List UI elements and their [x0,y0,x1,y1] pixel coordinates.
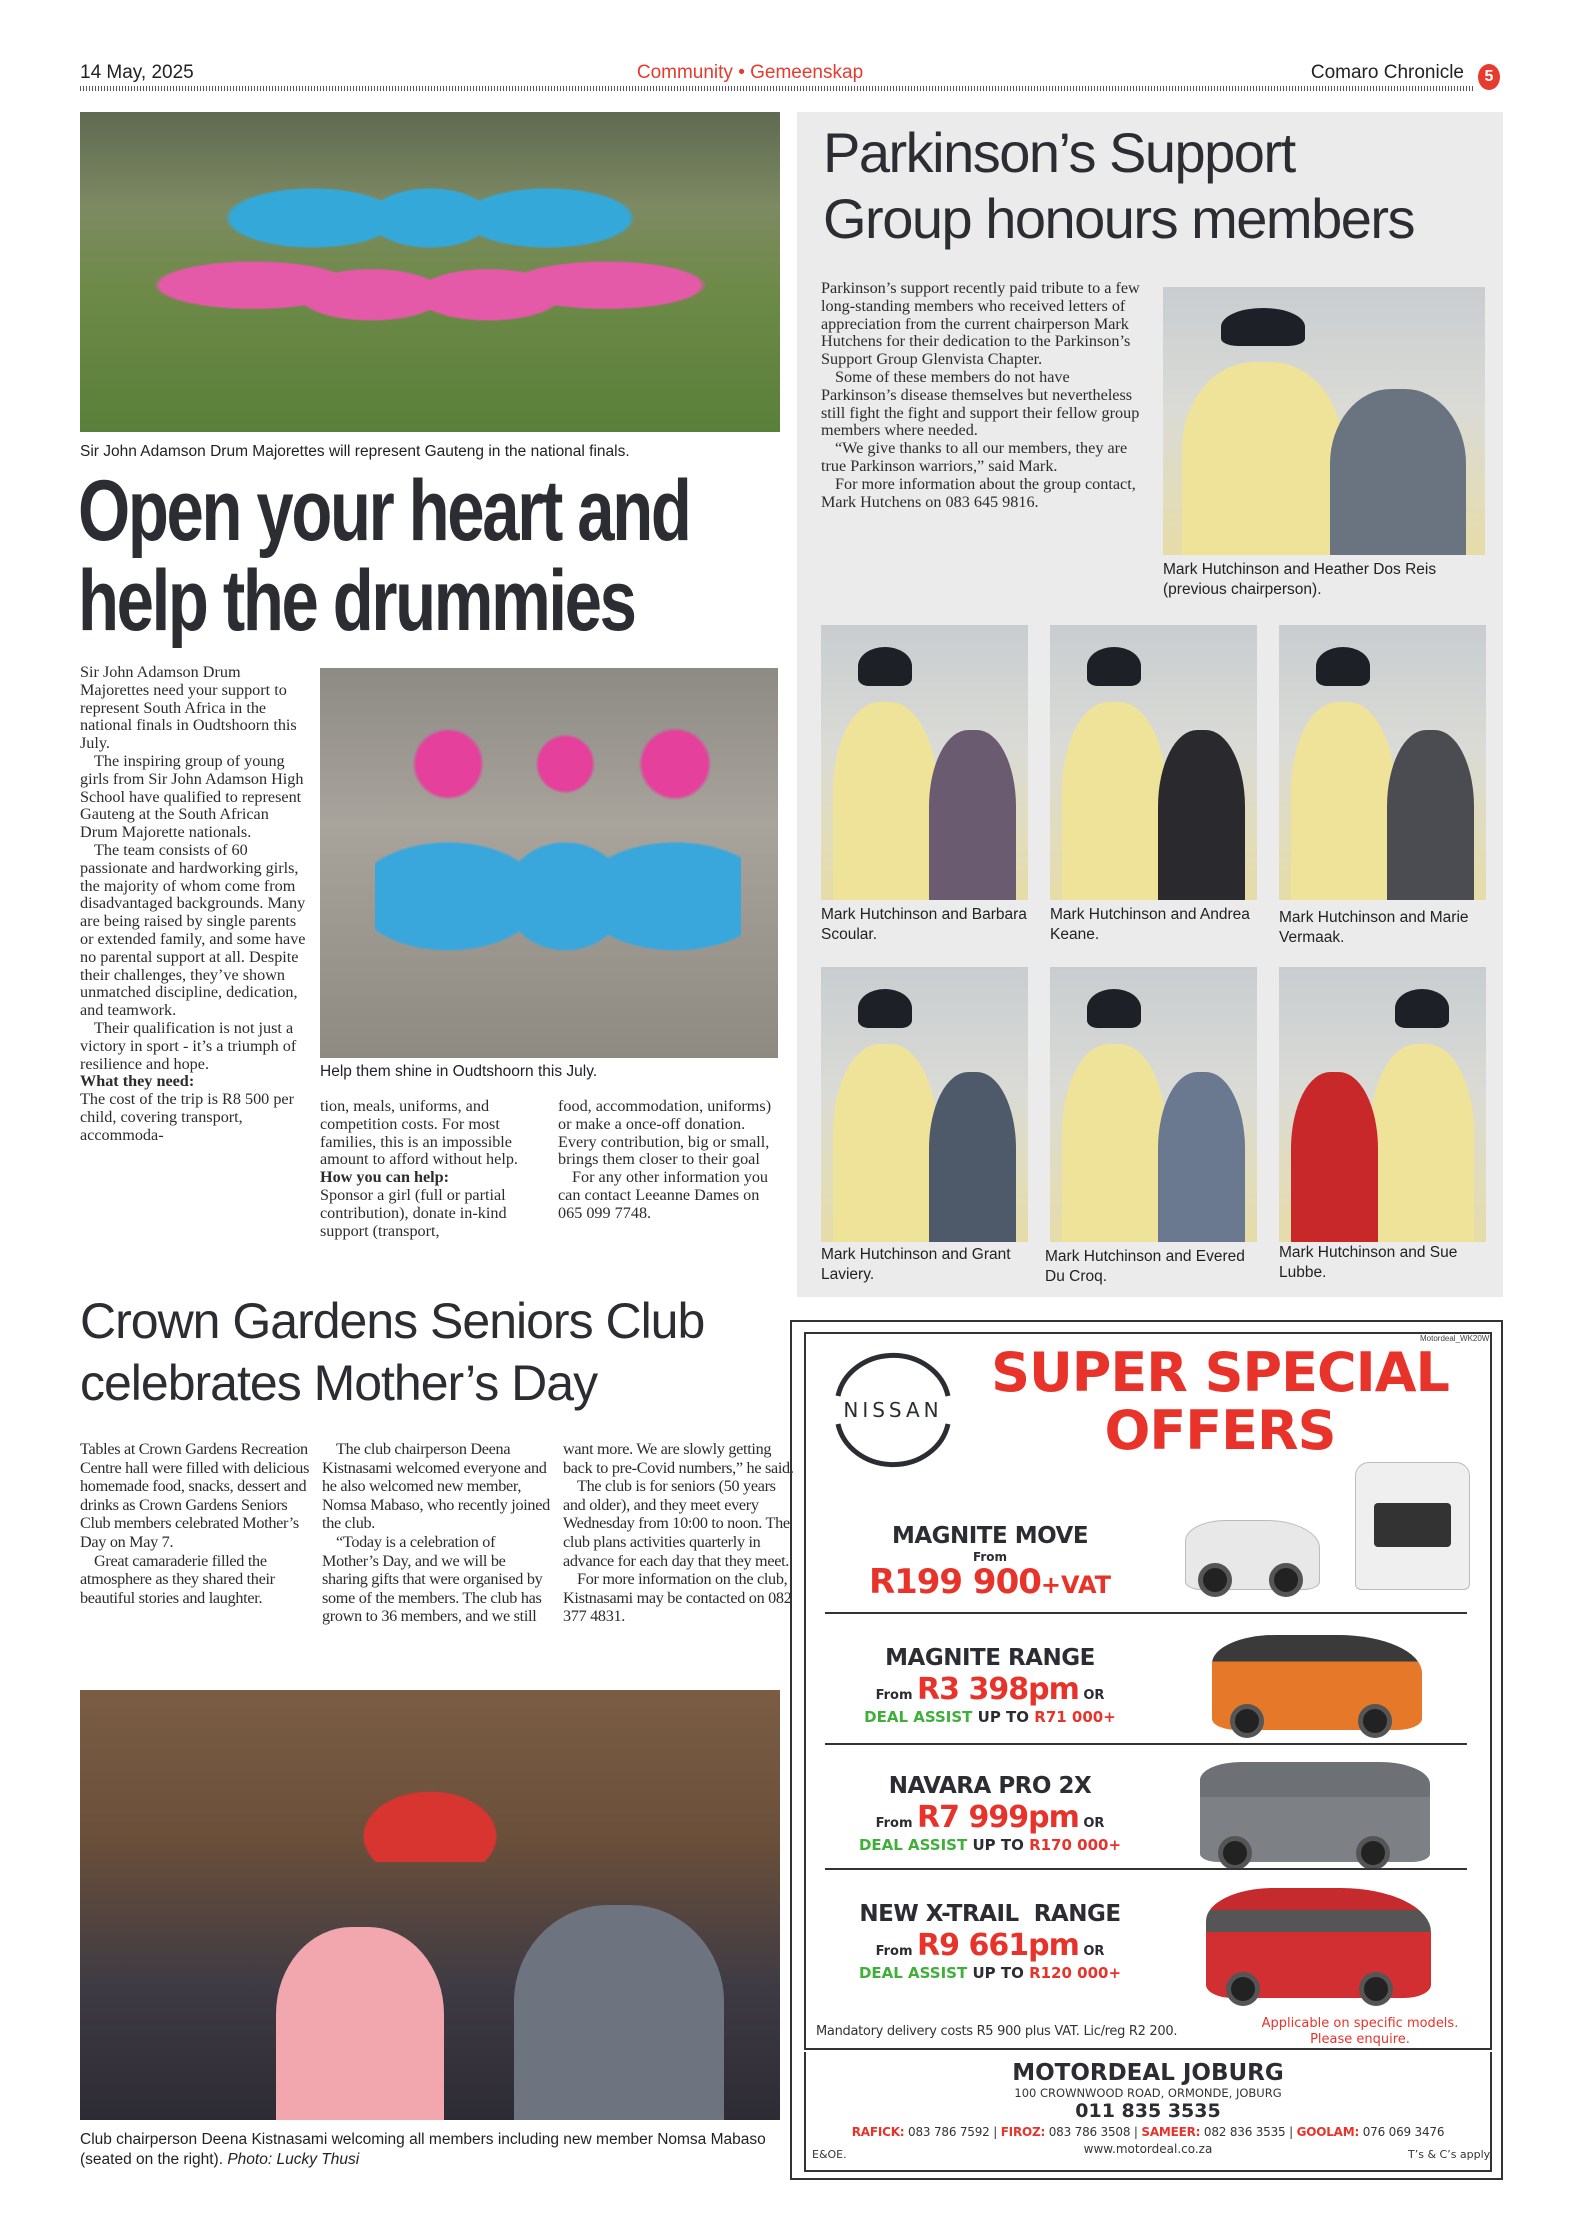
offer-from: From [875,1944,913,1959]
paragraph: The club is for seniors (50 years and older), and they meet every Wednesday from 10:00 to noon. The club plans activities quarterly in advance for each day that they meet. [563,1477,790,1570]
applicable-note [1240,2016,1480,2048]
navara-car-image [1200,1762,1430,1862]
drummies-column-3 [558,1098,784,1223]
paragraph: tion, meals, uniforms, and competition costs. For most families, this is an impossible amount to afford without help. [320,1097,518,1169]
crown-column-1 [80,1440,312,1607]
parkinsons-body [821,280,1141,511]
drummies-headline-line2: help the drummies [78,553,635,649]
crown-headline-line1: Crown Gardens Seniors Club [80,1293,705,1349]
section-label: Community • Gemeenskap [636,62,864,83]
dealer-contacts: RAFICK: 083 786 7592 | FIROZ: 083 786 3508 | SAMEER: 082 836 3535 | GOOLAM: 076 069 3476 [851,2125,1445,2139]
mark-heather-photo [1163,287,1485,555]
eoe-note: E&OE. [812,2148,847,2161]
paragraph: Great camaraderie filled the atmosphere as they shared their beautiful stories and laughter. [80,1551,275,1607]
offer-from: From [875,1816,913,1831]
grid-photo-6 [1279,967,1486,1242]
subheading-how-you-can-help: How you can help: [320,1168,450,1187]
page-number-badge: 5 [1478,64,1500,90]
offer-divider [825,1743,1467,1745]
parkinsons-headline [823,120,1493,252]
offer-price: R3 398pm [917,1672,1079,1707]
subheading-what-they-need: What they need: [80,1072,195,1091]
paragraph: want more. We are slowly getting back to pre-Covid numbers,” he said. [563,1440,794,1477]
parkinsons-headline-line2: Group honours members [823,187,1415,250]
offer-or: OR [1083,1816,1105,1831]
offer-navara-pro-2x [820,1772,1160,1855]
crown-gardens-headline [80,1290,800,1414]
crown-headline-line2: celebrates Mother’s Day [80,1355,598,1411]
drum-photo-caption: Sir John Adamson Drum Majorettes will represent Gauteng in the national finals. [80,443,630,460]
grid-caption-1: Mark Hutchinson and Barbara Scoular. [821,906,1027,943]
paragraph: Sir John Adamson Drum Majorettes need your support to represent South Africa in the national finals in Oudtshoorn this July. [80,663,297,753]
drummies-headline-line1: Open your heart and [78,463,690,559]
publication-name: Comaro Chronicle [1310,62,1464,83]
paragraph: food, accommodation, uniforms) or make a once-off donation. [558,1097,772,1133]
grid-caption-2: Mark Hutchinson and Andrea Keane. [1050,906,1250,943]
drummies-column-1 [80,664,308,1145]
paragraph: For any other information you can contact Leeanne Dames on 065 099 7748. [558,1168,769,1222]
offer-price: R199 900 [868,1562,1041,1602]
advert-title-line1: SUPER SPECIAL [991,1341,1449,1404]
nissan-logo-icon [818,1344,968,1474]
offer-or: OR [1083,1688,1105,1703]
advert-title-line2: OFFERS [1104,1399,1336,1462]
contact-name: RAFICK: [851,2125,905,2139]
offer-price: R9 661pm [917,1928,1079,1963]
contact-number: 076 069 3476 [1362,2125,1445,2139]
deal-up-to: UP TO [972,1964,1024,1982]
dealer-website-link[interactable]: www.motordeal.co.za [1083,2142,1213,2156]
deal-up-to: UP TO [972,1836,1024,1854]
grid-caption-5: Mark Hutchinson and Evered Du Croq. [1045,1248,1245,1285]
grid-photo-3 [1279,625,1486,900]
paragraph: Tables at Crown Gardens Recreation Centre hall were filled with delicious homemade food, snacks, dessert and drinks as Crown Gardens Seniors Club members celebrated Mother’s Day on May 7. [80,1440,310,1551]
contact-number: 083 786 3508 [1048,2125,1131,2139]
paragraph: The club chairperson Deena Kistnasami welcomed everyone and he also welcomed new member, Nomsa Mabaso, who recently joined the club. [322,1440,550,1533]
paragraph: The inspiring group of young girls from Sir John Adamson High School have qualified to represent Gauteng at the South African Drum Majorette nationals. [80,751,304,842]
trio-photo-caption: Help them shine in Oudtshoorn this July. [320,1063,598,1080]
offer-divider [825,1612,1467,1614]
deal-up-to: UP TO [977,1708,1030,1726]
seniors-club-photo [80,1690,780,2120]
crown-column-3 [563,1440,795,1626]
contact-number: 083 786 7592 [908,2125,990,2139]
paragraph: Their qualification is not just a victory in sport - it’s a triumph of resilience and hope. [80,1018,297,1073]
paragraph: “We give thanks to all our members, they are true Parkinson warriors,” said Mark. [821,439,1128,475]
paragraph: For more information on the club, Kistnasami may be contacted on 082 377 4831. [563,1570,792,1626]
contact-name: GOOLAM: [1296,2125,1360,2139]
offer-name: NEW X-TRAIL RANGE [859,1901,1121,1927]
paragraph: For more information about the group contact, Mark Hutchens on 083 645 9816. [821,474,1136,511]
offer-price-suffix: +VAT [1040,1571,1112,1599]
caption-text: Club chairperson Deena Kistnasami welcoming all members including new member Nomsa Mabaso (seated on the right). [80,2131,766,2168]
offer-or: OR [1083,1944,1105,1959]
paragraph: “Today is a celebration of Mother’s Day, and we will be sharing gifts that were organised by some of the members. The club has grown to 36 members, and we still [322,1532,543,1626]
contact-name: SAMEER: [1141,2125,1201,2139]
deal-assist-value: R170 000+ [1029,1836,1122,1854]
grid-caption-3: Mark Hutchinson and Marie Vermaak. [1279,909,1469,946]
drum-majorettes-group-photo [80,112,780,432]
deal-assist-label: DEAL ASSIST [858,1964,968,1982]
parkinsons-headline-line1: Parkinson’s Support [823,121,1295,184]
paragraph: Every contribution, big or small, brings them closer to their goal [558,1132,770,1169]
deal-assist-label: DEAL ASSIST [864,1708,973,1726]
offer-from: From [875,1688,913,1703]
mandatory-costs-note: Mandatory delivery costs R5 900 plus VAT. Lic/reg R2 200. [816,2024,1178,2039]
x-trail-car-image [1206,1888,1431,1998]
header-rule [80,86,1474,91]
paragraph: The cost of the trip is R8 500 per child, covering transport, accommoda- [80,1090,294,1144]
seniors-photo-caption [80,2130,780,2170]
deal-assist-label: DEAL ASSIST [858,1836,968,1854]
deal-assist-value: R120 000+ [1029,1964,1122,1982]
advert-title [960,1341,1480,1462]
grid-photo-4 [821,967,1028,1242]
magnite-range-car-image [1212,1635,1422,1730]
contact-name: FIROZ: [1000,2125,1046,2139]
offer-name: MAGNITE MOVE [891,1523,1089,1549]
mark-heather-caption: Mark Hutchinson and Heather Dos Reis (previous chairperson). [1163,561,1437,598]
offer-magnite-range [820,1644,1160,1727]
grid-photo-5 [1050,967,1257,1242]
dealer-name: MOTORDEAL JOBURG [1012,2060,1284,2086]
dealer-address: 100 CROWNWOOD ROAD, ORMONDE, JOBURG [1014,2086,1282,2100]
grid-caption-4: Mark Hutchinson and Grant Laviery. [821,1246,1011,1283]
drummies-headline [78,463,796,649]
dealer-phone: 011 835 3535 [1075,2100,1221,2122]
offer-price: R7 999pm [917,1800,1079,1835]
applicable-line-1: Applicable on specific models. [1261,2016,1459,2031]
offer-name: MAGNITE RANGE [885,1645,1095,1671]
svg-text:NISSAN: NISSAN [843,1398,943,1422]
paragraph: The team consists of 60 passionate and hardworking girls, the majority of whom come from disadvantaged backgrounds. Many are being raised by single parents or extended family, and some have no parental support at all. Despite their challenges, they’ve shown unmatched discipline, dedication, and teamwork. [80,840,306,1020]
drummies-column-2 [320,1098,542,1240]
offer-from: From [972,1550,1008,1564]
paragraph: Parkinson’s support recently paid tribute to a few long-standing members who received letters of appreciation from the current chairperson Mark Hutchens for their dedication to the Parkinson’s Support Group Glenvista Chapter. [821,279,1140,369]
offer-magnite-move [820,1522,1160,1600]
magnite-move-car-image [1185,1520,1320,1590]
grid-photo-1 [821,625,1028,900]
grid-caption-6: Mark Hutchinson and Sue Lubbe. [1279,1244,1458,1281]
applicable-line-2: Please enquire. [1310,2032,1410,2047]
terms-note: T’s & C’s apply. [1408,2148,1493,2161]
three-majorettes-photo [320,668,778,1058]
issue-date: 14 May, 2025 [80,62,194,83]
grid-photo-2 [1050,625,1257,900]
crown-column-2 [322,1440,554,1626]
offer-name: NAVARA PRO 2X [888,1773,1092,1799]
deal-assist-value: R71 000+ [1034,1708,1116,1726]
contact-number: 082 836 3535 [1203,2125,1286,2139]
paragraph: Some of these members do not have Parkinson’s disease themselves but nevertheless still fight the fight and support their fellow group members where needed. [821,367,1140,440]
advert-code: Motordeal_WK20W [1420,1334,1490,1343]
photo-credit: Photo: Lucky Thusi [227,2151,360,2168]
offer-new-x-trail-range [820,1900,1160,1983]
magnite-move-rear-car-image [1355,1462,1470,1590]
paragraph: Sponsor a girl (full or partial contribution), donate in-kind support (transport, [320,1185,507,1240]
offer-divider [825,1868,1467,1870]
